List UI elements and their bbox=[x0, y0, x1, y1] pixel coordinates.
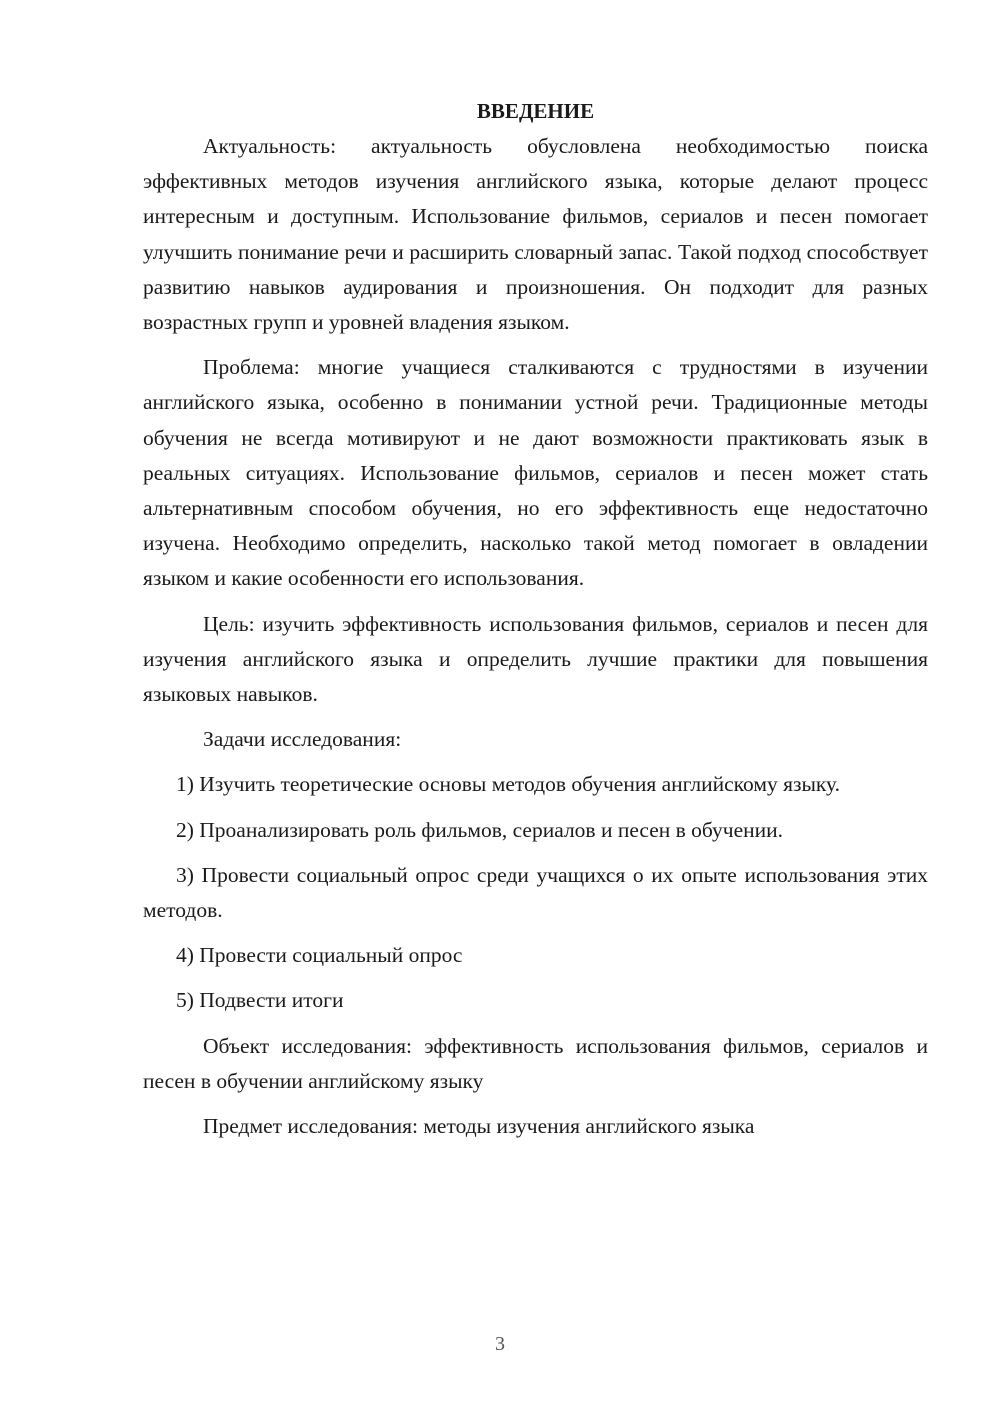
paragraph-problem: Проблема: многие учащиеся сталкиваются с трудностями в изучении английского языка, особенно в понимании устной речи. Традиционные методы обучения не всегда мотивируют и не дают возможности практиковать язык в реальных ситуациях. Использование фильмов, сериалов и песен может стать альтернативным способом обучения, но его эффективность еще недостаточно изучена. Необходимо определить, насколько такой метод помогает в овладении языком и какие особенности его использования. bbox=[143, 355, 928, 591]
page-number: 3 bbox=[495, 1333, 505, 1355]
task-item-3: 3) Провести социальный опрос среди учащихся о их опыте использования этих методов. bbox=[143, 862, 928, 923]
task-item-2: 2) Проанализировать роль фильмов, сериалов и песен в обучении. bbox=[176, 817, 784, 842]
paragraph-subject: Предмет исследования: методы изучения английского языка bbox=[203, 1114, 755, 1139]
paragraph-goal: Цель: изучить эффективность использования фильмов, сериалов и песен для изучения английского языка и определить лучшие практики для повышения языковых навыков. bbox=[143, 611, 928, 707]
task-item-4: 4) Провести социальный опрос bbox=[176, 943, 463, 968]
paragraph-relevance: Актуальность: актуальность обусловлена необходимостью поиска эффективных методов изучения английского языка, которые делают процесс интересным и доступным. Использование фильмов, сериалов и песен помогает улучшить понимание речи и расширить словарный запас. Такой подход способствует развитию навыков аудирования и произношения. Он подходит для разных возрастных групп и уровней владения языком. bbox=[143, 134, 928, 335]
document-page bbox=[143, 94, 928, 1154]
task-item-1: 1) Изучить теоретические основы методов обучения английскому языку. bbox=[176, 772, 841, 797]
section-title: ВВЕДЕНИЕ bbox=[476, 99, 595, 123]
paragraph-object: Объект исследования: эффективность использования фильмов, сериалов и песен в обучении английскому языку bbox=[143, 1033, 928, 1093]
paragraph-tasks-heading: Задачи исследования: bbox=[203, 727, 402, 752]
task-item-5: 5) Подвести итоги bbox=[176, 988, 344, 1013]
